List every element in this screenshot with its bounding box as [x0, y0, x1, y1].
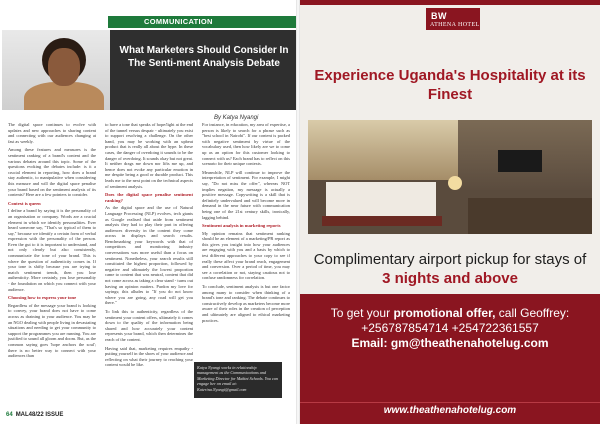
- issue-label: MAL48/22 ISSUE: [15, 412, 64, 418]
- offer-highlight: 3 nights and above: [382, 270, 518, 287]
- logo-subtext: ATHENA HOTEL: [430, 22, 480, 28]
- paragraph: To link this to authenticity, regardless of the sentiment your content offers, ultimately it comes down to the quality of the information being shared and how accurately your content represents your brand, which then determines the reach of the content.: [105, 309, 193, 342]
- paragraph: I define a brand by saying it is the personality of an organisation or company. Words are a crucial element in which we identify personalities. Ever heard someone say, "That's so typical of them to say," because we identify a certain form of verbal expression with the personality of the person. Even the gut to it is important to understand, and not only clearly but also consistently, communicate the tone of your brand. This is where the question of authenticity comes in. If your tone is shifty because you are trying to match sentiment trends, then you lose authenticity. More certainly, you lose personality - the foundation on which you connect with your audience.: [8, 208, 96, 292]
- headline-box: [110, 30, 296, 110]
- section-label: COMMUNICATION: [144, 17, 213, 26]
- byline: By Katya Nyangi: [214, 115, 259, 121]
- ad-headline: Experience Uganda's Hospitality at its Finest: [314, 67, 586, 103]
- website-link[interactable]: www.theathenahotelug.com: [383, 405, 517, 416]
- paragraph: Among these features and measures is the sentiment ranking of a brand's content and the various debates around this topic. Some of the questions evoking the debates include: is it a crucial element in reporting, how does a brand stay authentic, to manipulative when considering this measure and will the digital space penalise your brand based on the sentiment analysis of its contents? Here are a few pointers to consider.: [8, 147, 96, 198]
- subheading: Choosing how to express your tone: [8, 295, 77, 301]
- subheading: Context is queen: [8, 200, 41, 206]
- subheading: Does the digital space penalise sentiment ranking?: [105, 192, 193, 203]
- top-accent-bar: [300, 0, 600, 5]
- cta-email[interactable]: gm@theathenahotelug.com: [390, 336, 549, 350]
- article-column-2: [105, 122, 193, 371]
- article-headline: What Marketers Should Consider In The Senti-ment Analysis Debate: [119, 45, 289, 69]
- hotel-room-photo: [308, 120, 592, 234]
- paragraph: To conclude, sentiment analysis is but one factor among many to consider when thinking of a brand's tone and ranking. The debate continues to constructively develop as marketers become more aware of their roles in the creation of perception and ultimately are aligned to ethical marketing practices.: [202, 284, 290, 323]
- paragraph: As the digital space and the use of Natural Language Processing (NLP) evolves, tech giants as Google realised that aside from sentiment analysis they had to play their part in offering audiences diversity in the content they come across in displays and search results. Benchmarking your keywords with that of competitors and monitoring industry conversations was more useful than a focus on sentiment. Nonetheless, your search results still constituted the highest proportion, followed by negative and ultimately the lowest proportion came to content that was neutral, content that did not come across as taking a clear stand - turns out having an opinion matters. Pardon my love for sayings; this alludes to "If you do not know where you are going, any road will get you there.": [105, 205, 193, 306]
- paragraph: My opinion remains that sentiment ranking should be an element of a marketing/PR report as this gives you insight into how your audiences are engaging with you and a basis by which to test different approaches to your copy to see if really these affect your brand reach, engagement and conversion. Over a period of time, you may see a correlation or not, staying cautious not to confuse randomness for correlation.: [202, 230, 290, 281]
- cta-suffix: call Geoffrey:: [498, 306, 570, 320]
- page-number: 64: [6, 412, 13, 418]
- author-photo: [2, 30, 110, 110]
- paragraph: to have a tone that speaks of hope/light at the end of the tunnel versus despair - ultimately you exist to support resolving a challenge. On the other hand, you may be working with an upbeat product that is really all about the hype. In these cases, the danger of overdoing it sounds to be the danger of overdoing. It sounds okay but not great. It neither drags me down nor lifts me up, and hence does not evoke any particular emotion in me despite being a good or durable product. This leads me to the next point on the technical aspects of sentiment analysis.: [105, 122, 193, 189]
- paragraph: Having said that, marketing requires empathy - putting yourself in the shoes of your audience and reflecting on what their journey to reaching your content would be like.: [105, 345, 193, 368]
- cta-bold: promotional offer,: [393, 306, 496, 320]
- article-column-3: [202, 122, 290, 326]
- paragraph: For instance, in education, my area of expertise, a person is likely to search for a phrase such as "best school in Nairobi". If our content is packed with negative sentiment by virtue of the vocabulary used, then how likely are we to come up as an option for this customer looking to connect with us? Each brand has to reflect on this scenario for their unique contexts.: [202, 122, 290, 167]
- right-page: [300, 0, 600, 424]
- cta-phones[interactable]: +256787854714 +254722361557: [361, 321, 539, 335]
- logo-mark: BW: [431, 11, 447, 21]
- cta-text: [310, 306, 590, 351]
- paragraph: Regardless of the message your brand is looking to convey, your brand does not have to come across as draining to your audience. You may be an NGO dealing with people living in devastating situations and needing to get your community to support the programmes you are running. You are justified to sound all gloom and doom. But, as the common saying goes 'hope anchors the soul'; there is no better way to connect with your audiences than: [8, 302, 96, 359]
- cta-email-label: Email:: [351, 336, 388, 350]
- page-footer: [6, 412, 63, 418]
- paragraph: Meanwhile, NLP will continue to improve the interpretation of sentiment. For example, I might say, "Do not miss the offer", whereas NOT implies negation, my message is actually a positive message. Copywriting is a skill that is definitely undervalued and will become more in demand in the near future with communication being one of the 21st century skills, ironically, lagging behind.: [202, 169, 290, 220]
- cta-prefix: To get your: [330, 306, 391, 320]
- author-bio-box: Katya Nyangi works in relationship management as the Communications and Marketing Director for Makini Schools. You can engage her on email at: Katerina.Nyangi@gmail.com: [194, 362, 282, 398]
- left-page: [0, 0, 296, 424]
- offer-text: [310, 250, 590, 288]
- offer-line: Complimentary airport pickup for stays of: [313, 251, 587, 268]
- article-column-1: [8, 122, 96, 362]
- subheading: Sentiment analysis in marketing reports: [202, 223, 281, 229]
- paragraph: The digital space continues to evolve with updates and new approaches to sharing content and connecting with our audiences changing at fast as weekly.: [8, 122, 96, 144]
